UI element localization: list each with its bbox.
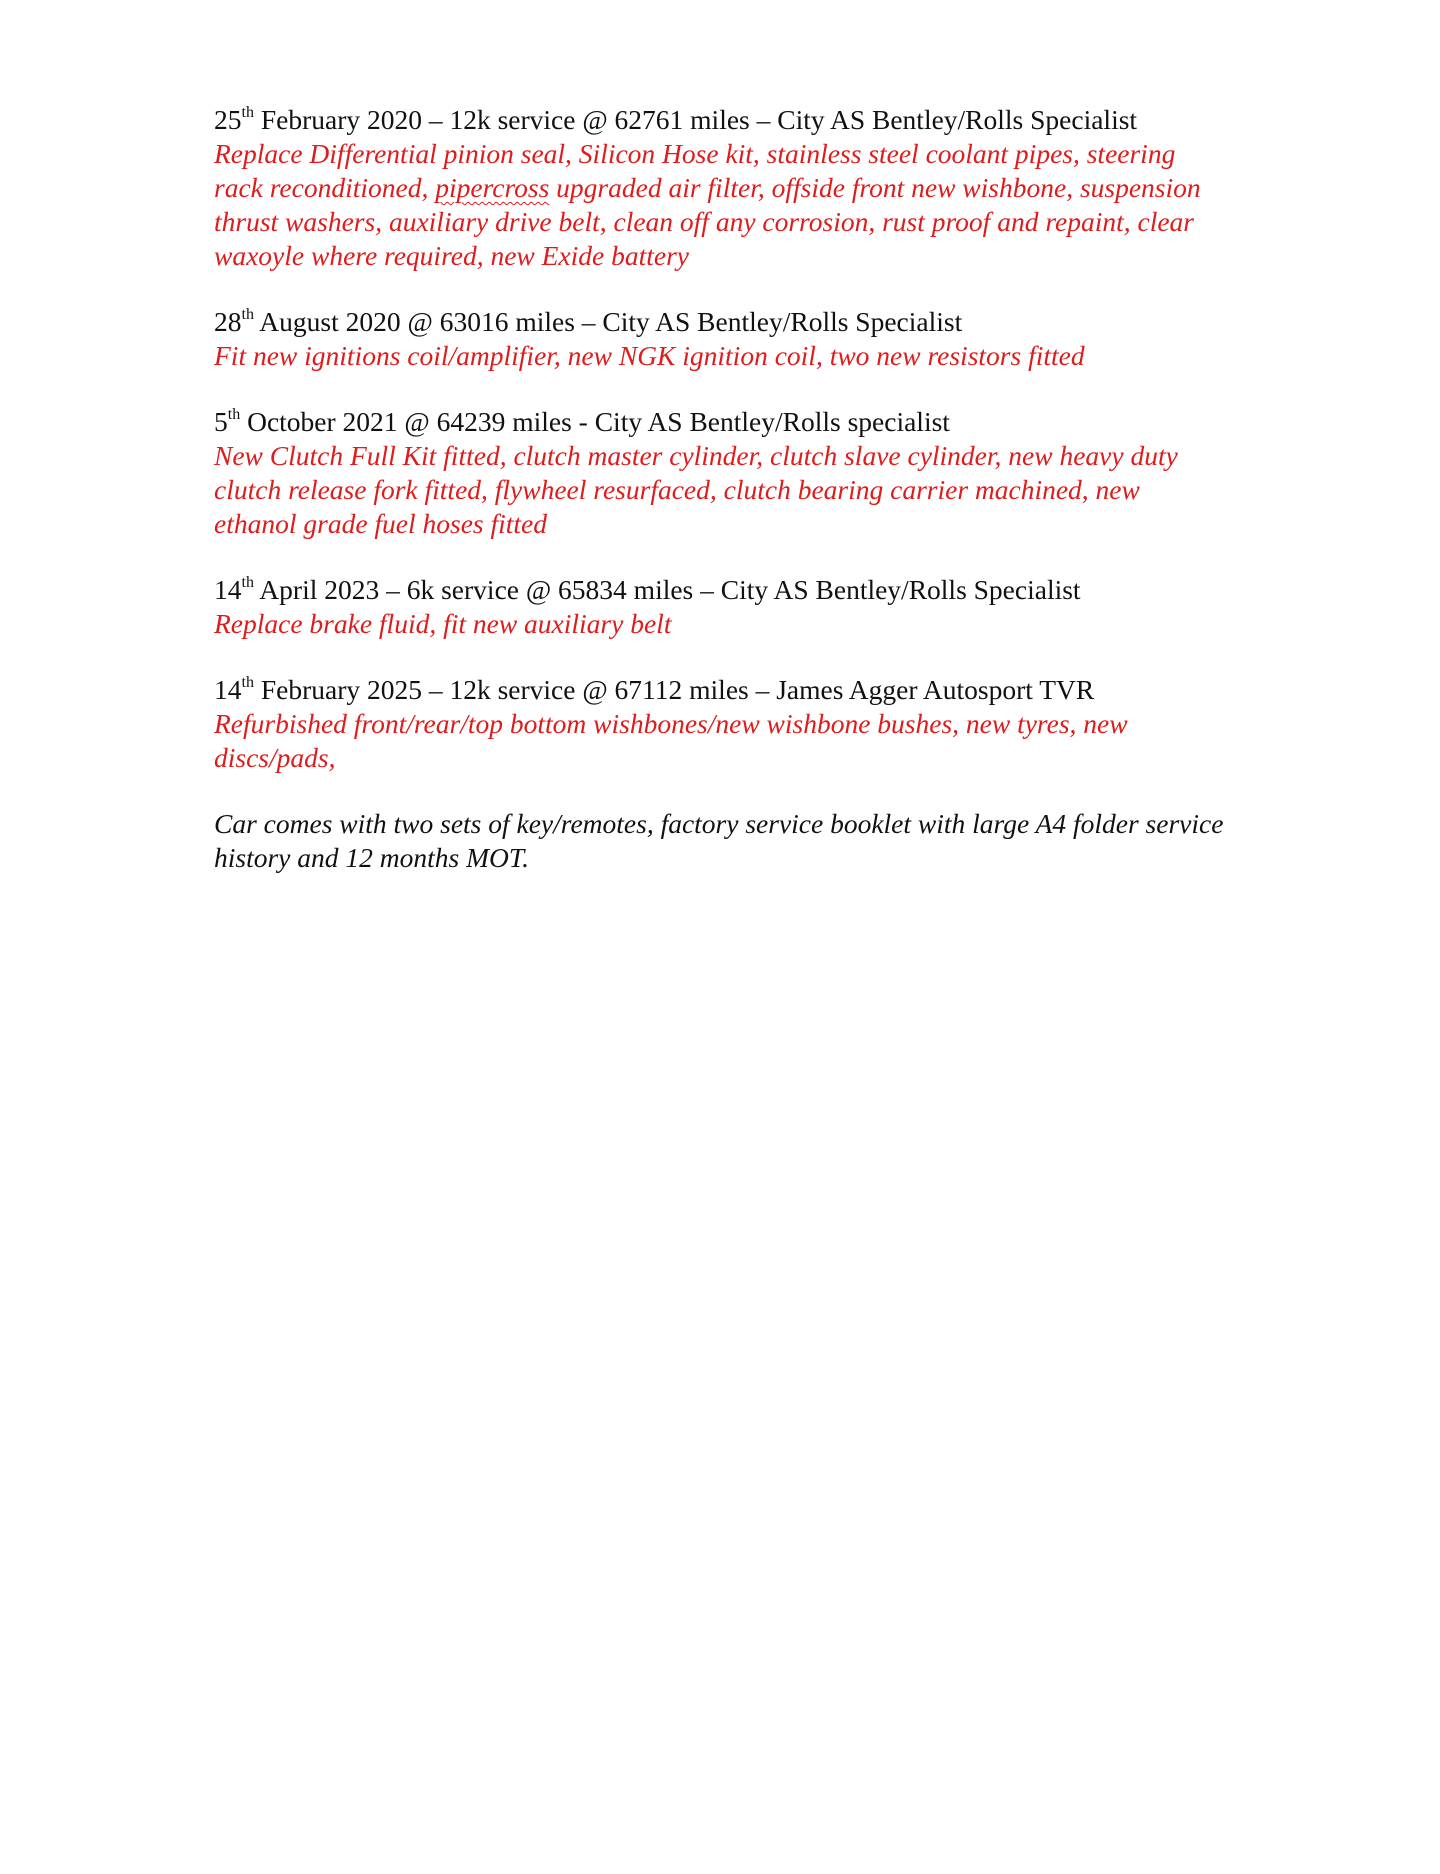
service-entry [214, 673, 1224, 775]
service-entry-heading [214, 305, 1224, 339]
entry-ordinal: th [241, 103, 254, 121]
entry-ordinal: th [227, 405, 241, 423]
service-entry [214, 573, 1224, 641]
spellcheck-flagged-word: pipercross [435, 172, 550, 203]
service-entry-work [214, 137, 1224, 273]
service-history-document [214, 103, 1224, 875]
entry-heading-text: August 2020 @ 63016 miles – City AS Bentley/Rolls Specialist [253, 306, 963, 337]
service-entry-heading [214, 405, 1224, 439]
service-entry-heading [214, 573, 1224, 607]
entry-ordinal: th [241, 573, 254, 591]
closing-note: Car comes with two sets of key/remotes, factory service booklet with large A4 folder service history and 12 months MOT. [214, 808, 1224, 873]
service-entry-work: New Clutch Full Kit fitted, clutch master cylinder, clutch slave cylinder, new heavy duty clutch release fork fitted, flywheel resurfaced, clutch bearing carrier machined, new ethanol grade fuel hoses fitted [214, 440, 1178, 539]
service-entry-work: Refurbished front/rear/top bottom wishbones/new wishbone bushes, new tyres, new discs/pads, [214, 708, 1128, 773]
entry-heading-text: April 2023 – 6k service @ 65834 miles – City AS Bentley/Rolls Specialist [253, 574, 1081, 605]
entry-day: 14 [214, 674, 242, 705]
entry-ordinal: th [241, 673, 254, 691]
service-entry [214, 405, 1224, 541]
service-entry-heading [214, 103, 1224, 137]
entry-day: 5 [214, 406, 228, 437]
entry-heading-text: October 2021 @ 64239 miles - City AS Bentley/Rolls specialist [240, 406, 950, 437]
service-entry [214, 103, 1224, 273]
service-entry-work: Replace brake fluid, fit new auxiliary belt [214, 608, 672, 639]
entry-day: 14 [214, 574, 242, 605]
service-entry-work: Fit new ignitions coil/amplifier, new NGK ignition coil, two new resistors fitted [214, 340, 1085, 371]
entry-ordinal: th [241, 305, 254, 323]
entry-heading-text: February 2020 – 12k service @ 62761 miles – City AS Bentley/Rolls Specialist [253, 104, 1138, 135]
service-entry-heading [214, 673, 1224, 707]
work-text: upgraded air filter, offside front new wishbone, suspension thrust washers, auxiliary drive belt, clean off any corrosion, rust proof and repaint, clear waxoyle where required, new Exide battery [214, 172, 1201, 271]
service-entry [214, 305, 1224, 373]
entry-day: 25 [214, 104, 242, 135]
entry-heading-text: February 2025 – 12k service @ 67112 miles – James Agger Autosport TVR [253, 674, 1095, 705]
entry-day: 28 [214, 306, 242, 337]
work-text: Replace Differential pinion seal, Silicon Hose kit, stainless steel coolant pipes, steering rack reconditioned, [214, 138, 1176, 203]
